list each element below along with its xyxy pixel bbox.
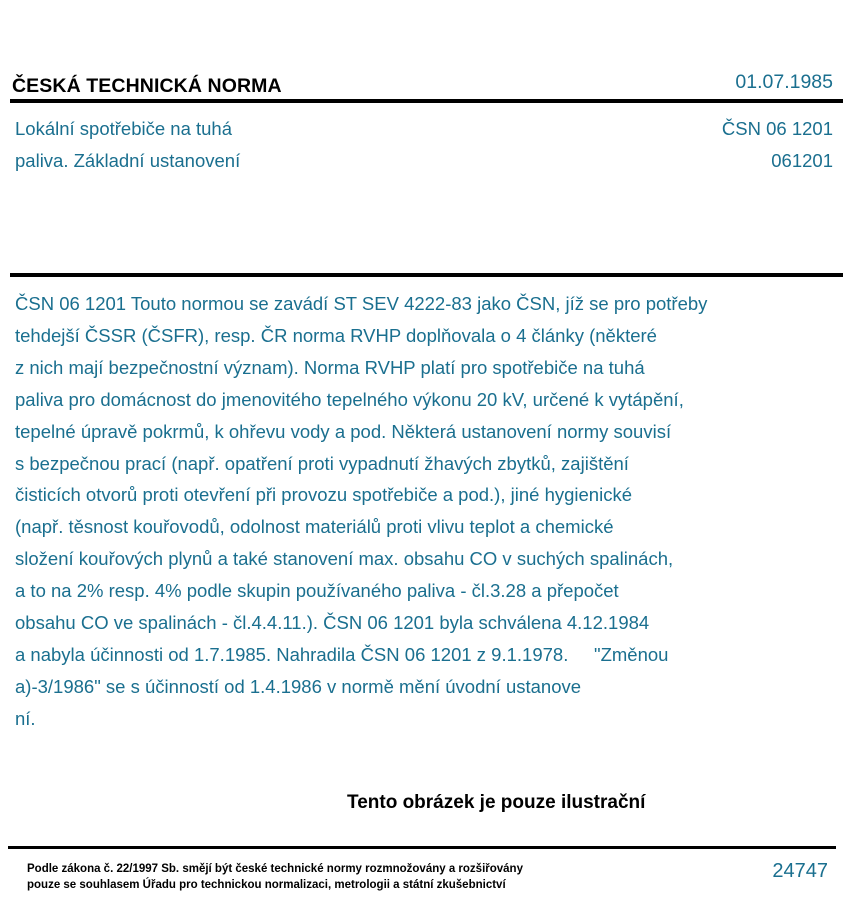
illustration-note: Tento obrázek je pouze ilustrační — [347, 792, 646, 813]
description-line: složení kouřových plynů a také stanovení max. obsahu CO v suchých spalinách, — [15, 548, 674, 570]
copyright-line: pouze se souhlasem Úřadu pro technickou normalizaci, metrologii a státní zkušebnictví — [27, 879, 506, 891]
standard-description — [15, 288, 815, 735]
issue-date: 01.07.1985 — [735, 71, 833, 93]
class-number: 061201 — [771, 150, 833, 171]
description-line: ní. — [15, 707, 36, 729]
copyright-line: Podle zákona č. 22/1997 Sb. smějí být české technické normy rozmnožovány a rozšiřovány — [27, 863, 523, 875]
description-line: tepelné úpravě pokrmů, k ohřevu vody a pod. Některá ustanovení normy souvisí — [15, 420, 672, 442]
standard-code: ČSN 06 1201 — [721, 118, 833, 139]
description-line: obsahu CO ve spalinách - čl.4.4.11.). ČSN 06 1201 byla schválena 4.12.1984 — [15, 612, 650, 634]
description-line: tehdejší ČSSR (ČSFR), resp. ČR norma RVHP doplňovala o 4 články (některé — [15, 324, 657, 346]
description-line: a nabyla účinnosti od 1.7.1985. Nahradila ČSN 06 1201 z 9.1.1978. "Změnou — [15, 643, 669, 665]
document-type-heading: ČESKÁ TECHNICKÁ NORMA — [12, 75, 282, 97]
description-line: s bezpečnou prací (např. opatření proti vypadnutí žhavých zbytků, zajištění — [15, 452, 629, 474]
document-number: 24747 — [772, 860, 828, 882]
header-rule — [10, 99, 843, 103]
description-line: a to na 2% resp. 4% podle skupin používaného paliva - čl.3.28 a přepočet — [15, 580, 619, 602]
footer-rule — [8, 846, 836, 849]
description-line: ČSN 06 1201 Touto normou se zavádí ST SEV 4222-83 jako ČSN, jíž se pro potřeby — [15, 293, 708, 314]
description-line: čisticích otvorů proti otevření při provozu spotřebiče a pod.), jiné hygienické — [15, 484, 632, 506]
description-line: (např. těsnost kouřovodů, odolnost materiálů proti vlivu teplot a chemické — [15, 516, 614, 538]
copyright-notice — [27, 861, 523, 893]
standard-title-line-1: Lokální spotřebiče na tuhá — [15, 118, 233, 139]
description-line: z nich mají bezpečnostní význam). Norma RVHP platí pro spotřebiče na tuhá — [15, 356, 645, 378]
description-line: paliva pro domácnost do jmenovitého tepelného výkonu 20 kV, určené k vytápění, — [15, 388, 684, 410]
section-rule — [10, 273, 843, 277]
description-line: a)-3/1986" se s účinností od 1.4.1986 v normě mění úvodní ustanove — [15, 675, 582, 697]
standard-title-line-2: paliva. Základní ustanovení — [15, 150, 241, 171]
